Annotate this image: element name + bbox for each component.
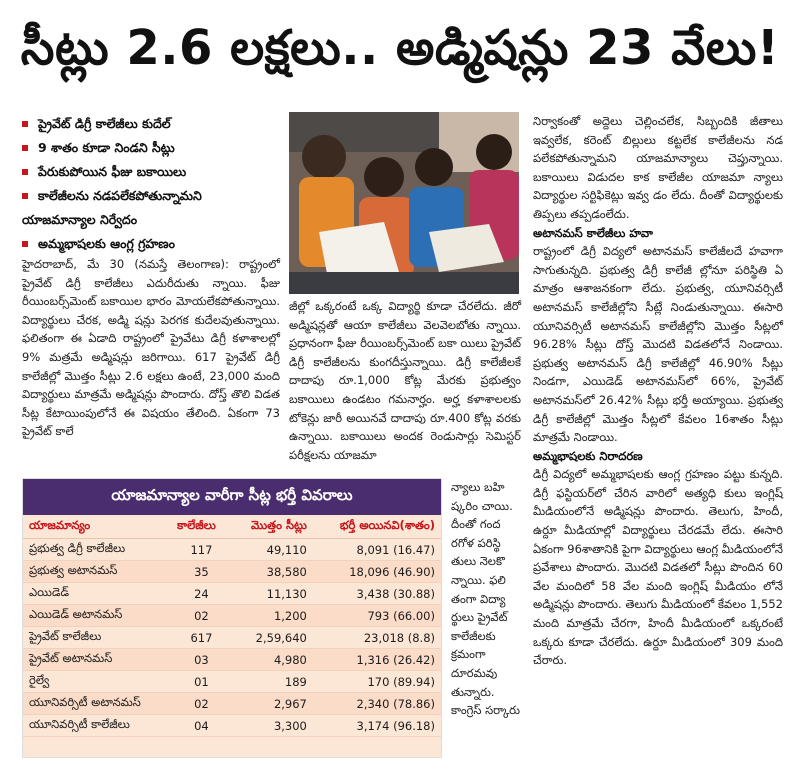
cell: 170 (89.94)	[313, 671, 441, 693]
cell: 24	[171, 583, 232, 605]
article-column-narrow	[451, 478, 527, 720]
cell: 8,091 (16.47)	[313, 539, 441, 561]
bullet-square-icon	[22, 241, 28, 247]
table-row	[23, 671, 441, 693]
bullet-square-icon	[22, 121, 28, 127]
article-column-2	[289, 297, 521, 464]
cell: యూనివర్సిటీ కాలేజీలు	[23, 715, 171, 737]
table-row	[23, 627, 441, 649]
highlight-item-continued: యాజమాన్యాల నిర్వేదం	[22, 212, 138, 227]
cell: 38,580	[232, 561, 313, 583]
bullet-square-icon	[22, 145, 28, 151]
highlight-item: పేరుకుపోయిన ఫీజు బకాయిలు	[22, 160, 284, 184]
cell: 3,438 (30.88)	[313, 583, 441, 605]
bullet-square-icon	[22, 169, 28, 175]
seat-details-table-box	[22, 478, 442, 758]
cell: రైల్వే	[23, 671, 171, 693]
cell: 02	[171, 693, 232, 715]
article-paragraph: డిగ్రీ విద్యలో అమ్మభాషలకు ఆంగ్ల గ్రహణం పట్టు కున్నది. డిగ్రీ ఫస్టియర్‌లో చేరిన వారిలో అత్యధి కులు ఇంగ్లిష్ మీడియంలోనే అడ్మిషన్లు పొందారు. తెలుగు, హిందీ, ఉర్దూ మీడియాల్లో విద్యార్థులు చేరడమే లేదు. ఈసారి ఏకంగా 96శాతానికి పైగా విద్యార్థులు ఆంగ్ల మీడియంలోనే ప్రవేశాలు పొందారు. మొదటి విడతలో సీట్లు పొందిన 60 వేల మందిలో 58 వేల మంది ఇంగ్లిష్ మీడియం లోనే అడ్మిషన్లు పొందారు. తెలుగు మీడియంలో కేవలం 1,552 మంది మాత్రమే చేరగా, హిందీ మీడియంలో ఒక్కరంటే ఒక్కరు కూడా చేరలేదు. ఉర్దూ మీడియంలో 309 మంది చేరారు.	[533, 467, 783, 668]
cell: 02	[171, 605, 232, 627]
table-title: యాజమాన్యాల వారీగా సీట్ల భర్తీ వివరాలు	[23, 479, 441, 515]
seat-details-table	[23, 515, 441, 737]
cell: ప్రైవేట్ అటానమస్	[23, 649, 171, 671]
cell: 03	[171, 649, 232, 671]
cell: 4,980	[232, 649, 313, 671]
cell: 1,200	[232, 605, 313, 627]
cell: 01	[171, 671, 232, 693]
column-header: యాజమాన్యం	[23, 515, 171, 539]
column-header: భర్తీ అయినవి(శాతం)	[313, 515, 441, 539]
article-paragraph: రాష్ట్రంలో డిగ్రీ విద్యలో అటానమస్ కాలేజీలదే హవాగా సాగుతున్నది. ప్రభుత్వ డిగ్రీ కాలేజీ ల్లోనూ పరిస్థితి ఏ మాత్రం ఆశాజనకంగా లేదు. ప్రభుత్వ, యూనివర్సిటీ అటానమస్ కాలేజీల్లోని సీట్లే నిండుతున్నాయి. ఈసారి యూనివర్సిటీ అటానమస్ కాలేజీల్లోని మొత్తం సీట్లలో 96.28% సీట్లు దోస్త్ మొదటి విడతలోనే నిండాయి. ప్రభుత్వ అటానమస్ డిగ్రీ కాలేజీల్లో 46.90% సీట్లు నిండగా, ఎయిడెడ్ అటానమస్‌లో 66%, ప్రైవేట్ అటానమస్‌లో 26.42% సీట్లు భర్తీ అయ్యాయి. ప్రభుత్వ డిగ్రీ కాలేజీల్లో మొత్తం సీట్లలో కేవలం 16శాతం సీట్లు మాత్రమే నిండాయి.	[533, 244, 783, 445]
highlight-item: 9 శాతం కూడా నిండని సీట్లు	[22, 136, 284, 160]
table-header-row	[23, 515, 441, 539]
article-paragraph: హైదరాబాద్, మే 30 (నమస్తే తెలంగాణ): రాష్ట్రంలో ప్రైవేట్ డిగ్రీ కాలేజీలు ఎదురీదుతు న్నాయి. ఫీజు రీయింబర్స్‌మెంట్ బకాయిల భారం మోయలేకపోతున్నాయి. విద్యార్థులు చేరక, అడ్మి షన్లు పెరగక కుదేలవుతున్నాయి. ఫలితంగా ఈ ఏడాది రాష్ట్రంలో ప్రైవేటు డిగ్రీ కళాశాలల్లో 9% మత్రమే అడ్మిషన్లు జరిగాయి. 617 ప్రైవేట్ డిగ్రీ కాలేజీల్లో మొత్తం సీట్లు 2.6 లక్షలు ఉంటే, 23,000 మంది విద్యార్థులు మాత్రమే అడ్మిషన్లు పొందారు. దోస్త్ తొలి విడత సీట్ల కేటాయింపులోనే ఈ విషయం తేలింది. ఏకంగా 73 ప్రైవేట్ కాలే	[22, 257, 280, 439]
cell: 23,018 (8.8)	[313, 627, 441, 649]
headline: సీట్లు 2.6 లక్షలు.. అడ్మిషన్లు 23 వేలు!	[20, 20, 780, 76]
cell: 49,110	[232, 539, 313, 561]
cell: ప్రభుత్వ అటానమస్	[23, 561, 171, 583]
cell: 793 (66.00)	[313, 605, 441, 627]
cell: 189	[232, 671, 313, 693]
table-row	[23, 715, 441, 737]
cell: 3,174 (96.18)	[313, 715, 441, 737]
cell: 11,130	[232, 583, 313, 605]
cell: 2,340 (78.86)	[313, 693, 441, 715]
table-row	[23, 539, 441, 561]
cell: ప్రైవేట్ కాలేజీలు	[23, 627, 171, 649]
cell: 617	[171, 627, 232, 649]
highlights-list	[22, 112, 284, 256]
bullet-square-icon	[22, 193, 28, 199]
cell: 04	[171, 715, 232, 737]
cell: ఎయిడెడ్	[23, 583, 171, 605]
article-paragraph: జీల్లో ఒక్కరంటే ఒక్క విద్యార్థి కూడా చేరలేదు. జీరో అడ్మిషన్లతో ఆయా కాలేజీలు వెలవెలబోతు న్నాయి. ప్రధానంగా ఫీజు రీయింబర్స్‌మెంట్ బకా యిలు ప్రైవేట్ డిగ్రీ కాలేజీలను కుంగదీస్తున్నాయి. డిగ్రీ కాలేజీలకే దాదాపు రూ.1,000 కోట్ల మేరకు ప్రభుత్వం బకాయిలు ఉండటం గమనార్హం. అర్హ కళాశాలలకు టోకెన్లు జారీ అయినవే దాదాపు రూ.400 కోట్ల వరకు ఉన్నాయి. బకాయిలు అందక రెండుసార్లు సెమిస్టర్ పరీక్షలను యాజమా	[289, 299, 521, 462]
section-subheading: అమ్మభాషలకు నిరాదరణ	[533, 448, 643, 463]
column-header: మొత్తం సీట్లు	[232, 515, 313, 539]
article-paragraph: నిర్వాకంతో అద్దెలు చెల్లించలేక, సిబ్బందికి జీతాలు ఇవ్వలేక, కరెంట్ బిల్లులు కట్టలేక కాలేజీలను నడ పలేకపోతున్నామని యాజమాన్యాలు చెప్తున్నాయి. బకాయిలు విడుదల కాక కాలేజీల యాజమా న్యాలు విద్యార్థుల సర్టిఫికెట్లు ఇవ్వ డం లేదు. దీంతో విద్యార్థులకు తిప్పలు తప్పడంలేదు.	[533, 114, 783, 221]
cell: 117	[171, 539, 232, 561]
students-photo	[289, 112, 519, 294]
table-row	[23, 693, 441, 715]
highlight-item: ప్రైవేట్ డిగ్రీ కాలేజీలు కుదేల్	[22, 112, 284, 136]
section-subheading: అటానమస్ కాలేజీలు హవా	[533, 225, 653, 240]
table-row	[23, 605, 441, 627]
cell: 1,316 (26.42)	[313, 649, 441, 671]
column-header: కాలేజీలు	[171, 515, 232, 539]
cell: 18,096 (46.90)	[313, 561, 441, 583]
cell: 2,967	[232, 693, 313, 715]
article-paragraph: న్యాలు బహి ష్కరిం చాయి. దీంతో గంద రగోళ పరిస్థి తులు నెలకొ న్నాయి. ఫలి తంగా విద్యా ర్థులు ప్రైవేట్ కాలేజీలకు క్రమంగా దూరమవు తున్నారు. కాంగ్రెస్ సర్కారు	[451, 480, 520, 718]
table-row	[23, 561, 441, 583]
highlight-item: అమ్మభాషలకు ఆంగ్ల గ్రహణం	[22, 232, 284, 256]
cell: ఎయిడెడ్ అటానమస్	[23, 605, 171, 627]
cell: ప్రభుత్వ డిగ్రీ కాలేజీలు	[23, 539, 171, 561]
table-row	[23, 649, 441, 671]
highlight-item: కాలేజీలను నడపలేకపోతున్నామని	[22, 184, 284, 208]
cell: 2,59,640	[232, 627, 313, 649]
cell: 35	[171, 561, 232, 583]
article-column-1	[22, 255, 280, 441]
cell: 3,300	[232, 715, 313, 737]
cell: యూనివర్సిటీ అటానమస్	[23, 693, 171, 715]
article-column-3	[533, 112, 783, 670]
table-row	[23, 583, 441, 605]
